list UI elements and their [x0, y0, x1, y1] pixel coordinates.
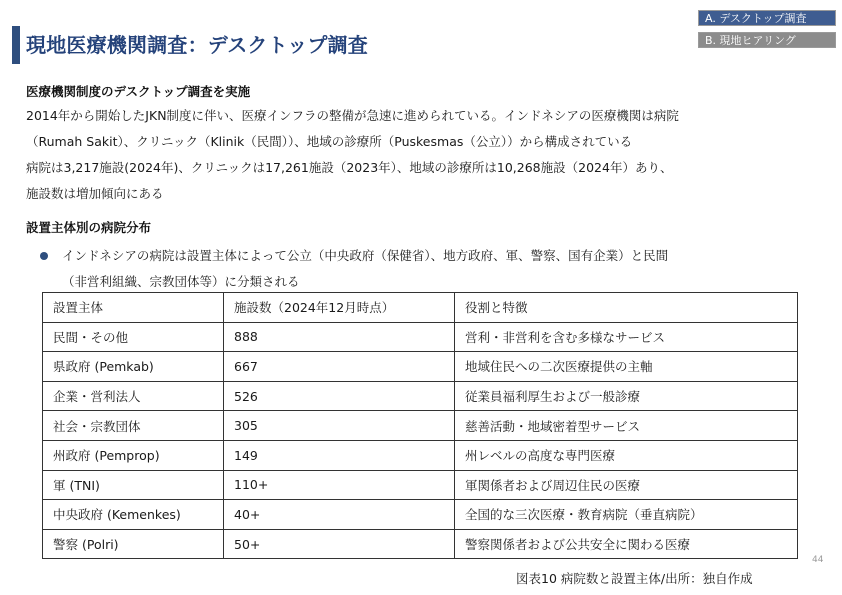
table-cell: 軍 (TNI) — [43, 470, 224, 500]
table-cell: 667 — [224, 352, 455, 382]
table-cell: 州政府 (Pemprop) — [43, 440, 224, 470]
bullet-item — [40, 243, 830, 295]
table-cell: 慈善活動・地域密着型サービス — [455, 411, 798, 441]
section-heading-hospital-distribution: 設置主体別の病院分布 — [26, 220, 152, 235]
hospital-owner-table — [42, 292, 798, 559]
table-row — [43, 440, 798, 470]
table-row — [43, 381, 798, 411]
table-cell: 警察 (Polri) — [43, 529, 224, 559]
intro-paragraph — [26, 103, 826, 207]
table-cell: 州レベルの高度な専門医療 — [455, 440, 798, 470]
table-cell: 全国的な三次医療・教育病院（垂直病院） — [455, 500, 798, 530]
table-cell: 地域住民への二次医療提供の主軸 — [455, 352, 798, 382]
bullet-dot-icon — [40, 252, 48, 260]
tab-field-hearing[interactable]: B. 現地ヒアリング — [698, 32, 836, 48]
title-accent-bar — [12, 26, 20, 64]
table-cell: 県政府 (Pemkab) — [43, 352, 224, 382]
bullet-line: インドネシアの病院は設置主体によって公立（中央政府（保健省）、地方政府、軍、警察、国有企業）と民間 — [62, 248, 669, 263]
page-title: 現地医療機関調査：デスクトップ調査 — [26, 33, 368, 57]
table-header-row — [43, 293, 798, 323]
table-cell: 社会・宗教団体 — [43, 411, 224, 441]
table-cell: 警察関係者および公共安全に関わる医療 — [455, 529, 798, 559]
table-row — [43, 411, 798, 441]
table-header-cell: 役割と特徴 — [455, 293, 798, 323]
table-cell: 149 — [224, 440, 455, 470]
table-cell: 305 — [224, 411, 455, 441]
table-cell: 中央政府 (Kemenkes) — [43, 500, 224, 530]
bullet-line: （非営利組織、宗教団体等）に分類される — [62, 274, 300, 289]
table-cell: 民間・その他 — [43, 322, 224, 352]
intro-line: 2014年から開始したJKN制度に伴い、医療インフラの整備が急速に進められている。インドネシアの医療機関は病院 — [26, 108, 679, 123]
table-header-cell: 施設数（2024年12月時点） — [224, 293, 455, 323]
figure-caption: 図表10 病院数と設置主体/出所：独自作成 — [516, 571, 753, 586]
intro-line: 病院は3,217施設(2024年)、クリニックは17,261施設（2023年）、地域の診療所は10,268施設（2024年）あり、 — [26, 160, 673, 175]
intro-line: 施設数は増加傾向にある — [26, 186, 164, 201]
table-cell: 営利・非営利を含む多様なサービス — [455, 322, 798, 352]
table-row — [43, 470, 798, 500]
table-cell: 110+ — [224, 470, 455, 500]
tab-desktop-survey[interactable]: A. デスクトップ調査 — [698, 10, 836, 26]
table-row — [43, 529, 798, 559]
table-cell: 526 — [224, 381, 455, 411]
table-header-cell: 設置主体 — [43, 293, 224, 323]
table-cell: 40+ — [224, 500, 455, 530]
table-row — [43, 322, 798, 352]
page-number: 44 — [812, 555, 824, 565]
table-cell: 企業・営利法人 — [43, 381, 224, 411]
table-cell: 軍関係者および周辺住民の医療 — [455, 470, 798, 500]
section-heading-desktop-survey: 医療機関制度のデスクトップ調査を実施 — [26, 84, 251, 99]
table-cell: 50+ — [224, 529, 455, 559]
table-row — [43, 500, 798, 530]
intro-line: （Rumah Sakit）、クリニック（Klinik（民間））、地域の診療所（Puskesmas（公立））から構成されている — [26, 134, 633, 149]
table-cell: 888 — [224, 322, 455, 352]
table-cell: 従業員福利厚生および一般診療 — [455, 381, 798, 411]
table-row — [43, 352, 798, 382]
